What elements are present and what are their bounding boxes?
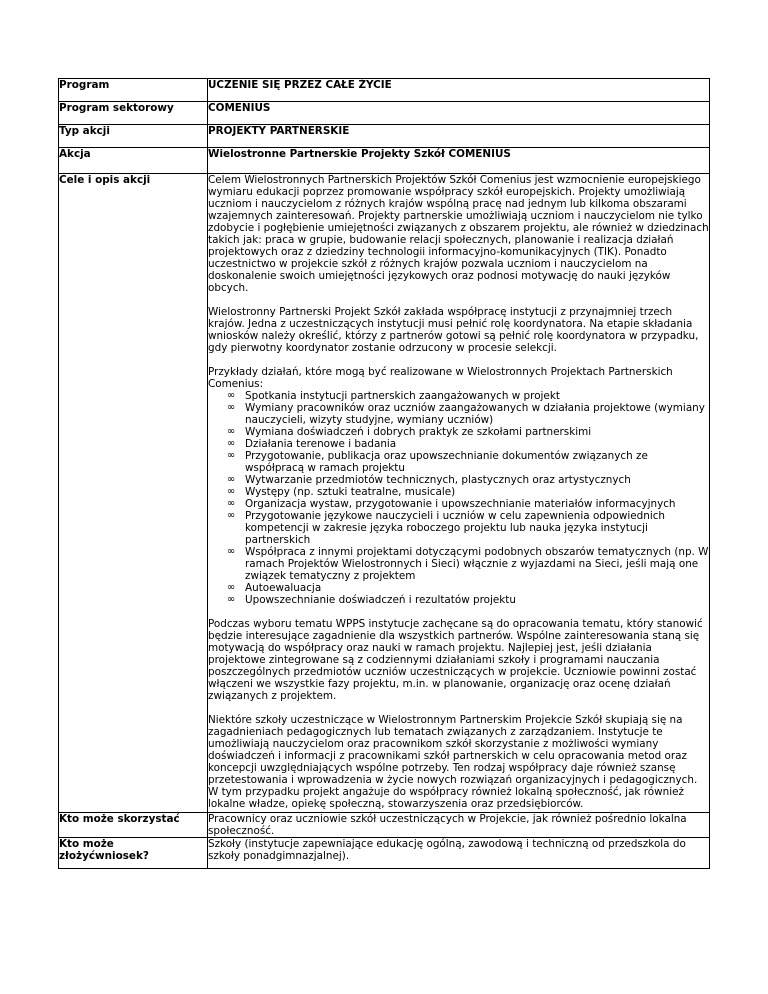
row-value-program: UCZENIE SIĘ PRZEZ CAŁE ŻYCIE bbox=[208, 79, 710, 102]
row-value-action-type: PROJEKTY PARTNERSKIE bbox=[208, 125, 710, 148]
activities-list bbox=[208, 390, 709, 606]
activity-item bbox=[226, 438, 709, 450]
row-value-who-benefits: Pracownicy oraz uczniowie szkół uczestniczących w Projekcie, jak również pośrednio lokalna społeczność. bbox=[208, 813, 710, 838]
activity-item bbox=[226, 486, 709, 498]
goals-paragraph-4: Podczas wyboru tematu WPPS instytucje zachęcane są do opracowania tematu, który stanowić będzie interesujące zagadnienie dla wszystkich partnerów. Wspólne zainteresowania staną się motywacją do współpracy oraz nauki w ramach projektu. Najlepiej jest, jeśli działania projektowe zintegrowane są z codziennymi działaniami szkoły i programami nauczania poszczególnych przedmiotów uczniów uczestniczących w projekcie. Uczniowie powinni zostać włączeni we wszystkie fazy projektu, m.in. w planowanie, organizację oraz ocenę działań związanych z projektem. bbox=[208, 618, 703, 702]
table-row bbox=[59, 79, 710, 102]
activity-item bbox=[226, 474, 709, 486]
bullet-icon: ∞ bbox=[226, 510, 236, 521]
bullet-icon: ∞ bbox=[226, 498, 236, 509]
table-row bbox=[59, 102, 710, 125]
activity-text: Działania terenowe i badania bbox=[245, 438, 397, 450]
goals-paragraph-3 bbox=[208, 366, 709, 390]
activity-text: Autoewaluacja bbox=[245, 582, 322, 594]
table-row bbox=[59, 174, 710, 813]
activity-item bbox=[226, 450, 709, 474]
bullet-icon: ∞ bbox=[226, 402, 236, 413]
activity-item bbox=[226, 390, 709, 402]
goals-paragraph-2: Wielostronny Partnerski Projekt Szkół zakłada współpracę instytucji z przynajmniej trzech krajów. Jedna z uczestniczących instytucji musi pełnić rolę koordynatora. Na etapie składania wniosków należy określić, którzy z partnerów gotowi są pełnić rolę koordynatora w przypadku, gdy pierwotny koordynator zostanie odrzucony w procesie selekcji. bbox=[208, 306, 699, 354]
row-value-action: Wielostronne Partnerskie Projekty Szkół COMENIUS bbox=[208, 148, 710, 174]
table-row bbox=[59, 813, 710, 838]
row-label-action-type: Typ akcji bbox=[59, 125, 208, 148]
bullet-icon: ∞ bbox=[226, 486, 236, 497]
bullet-icon: ∞ bbox=[226, 426, 236, 437]
row-label-who-benefits: Kto może skorzystać bbox=[59, 813, 208, 838]
bullet-icon: ∞ bbox=[226, 450, 236, 461]
activity-text: Wymiany pracowników oraz uczniów zaangażowanych w działania projektowe (wymiany nauczycieli, wizyty studyjne, wymiany uczniów) bbox=[245, 402, 705, 426]
table-row bbox=[59, 125, 710, 148]
activity-text: Wytwarzanie przedmiotów technicznych, plastycznych oraz artystycznych bbox=[245, 474, 631, 486]
activity-item bbox=[226, 594, 709, 606]
activity-item bbox=[226, 546, 709, 582]
activity-item bbox=[226, 402, 709, 426]
goals-paragraph-5: Niektóre szkoły uczestniczące w Wielostronnym Partnerskim Projekcie Szkół skupiają się na zagadnieniach pedagogicznych lub tematach związanych z zarządzaniem. Instytucje te umożliwiają nauczycielom oraz pracownikom szkół skorzystanie z możliwości wymiany doświadczeń i informacji z pracownikami szkół partnerskich w celu opracowania metod oraz koncepcji uwzględniających wspólne potrzeby. Ten rodzaj współpracy daje również szansę przetestowania i wprowadzenia w życie nowych rozwiązań organizacyjnych i pedagogicznych. W tym przypadku projekt angażuje do współpracy również lokalną społeczność, jak również lokalne władze, opiekę społeczną, stowarzyszenia oraz przedsiębiorców. bbox=[208, 714, 698, 810]
row-label-sectoral: Program sektorowy bbox=[59, 102, 208, 125]
activity-text: Przygotowanie językowe nauczycieli i uczniów w celu zapewnienia odpowiednich kompetencji w zakresie języka roboczego projektu lub nauka języka instytucji partnerskich bbox=[245, 510, 665, 546]
activities-intro: Przykłady działań, które mogą być realizowane w Wielostronnych Projektach Partnerskich Comenius: bbox=[208, 366, 673, 390]
row-label-action: Akcja bbox=[59, 148, 208, 174]
bullet-icon: ∞ bbox=[226, 438, 236, 449]
row-value-sectoral: COMENIUS bbox=[208, 102, 710, 125]
bullet-icon: ∞ bbox=[226, 582, 236, 593]
table-row bbox=[59, 838, 710, 869]
activity-text: Upowszechnianie doświadczeń i rezultatów projektu bbox=[245, 594, 516, 606]
bullet-icon: ∞ bbox=[226, 594, 236, 605]
activity-text: Przygotowanie, publikacja oraz upowszechnianie dokumentów związanych ze współpracą w ramach projektu bbox=[245, 450, 648, 474]
goals-paragraph-1: Celem Wielostronnych Partnerskich Projektów Szkół Comenius jest wzmocnienie europejskiego wymiaru edukacji poprzez promowanie współpracy szkół europejskich. Projekty umożliwiają uczniom i nauczycielom z różnych krajów wspólną pracę nad jednym lub kilkoma obszarami wzajemnych zainteresowań. Projekty partnerskie umożliwiają uczniom i nauczycielom nie tylko zdobycie i pogłębienie umiejętności związanych z obszarem projektu, ale również w dziedzinach takich jak: praca w grupie, budowanie relacji społecznych, planowanie i realizacja działań projektowych oraz z dziedziny technologii informacyjno-komunikacyjnych (TIK). Ponadto uczestnictwo w projekcie szkół z różnych krajów pozwala uczniom i nauczycielom na doskonalenie swoich umiejętności językowych oraz podnosi motywację do nauki języków obcych. bbox=[208, 174, 709, 294]
goals-label: Cele i opis akcji bbox=[59, 174, 151, 186]
activity-text: Występy (np. sztuki teatralne, musicale) bbox=[245, 486, 456, 498]
activity-text: Współpraca z innymi projektami dotyczącymi podobnych obszarów tematycznych (np. W ramach Projektów Wielostronnych i Sieci) włącznie z wyjazdami na Sieci, jeśli mają one związek tematyczny z projektem bbox=[245, 546, 709, 582]
row-value-goals bbox=[208, 174, 710, 813]
activity-item bbox=[226, 510, 709, 546]
row-value-who-applies: Szkoły (instytucje zapewniające edukację ogólną, zawodową i techniczną od przedszkola do szkoły ponadgimnazjalnej). bbox=[208, 838, 710, 869]
activity-item bbox=[226, 582, 709, 594]
info-table bbox=[58, 78, 710, 869]
bullet-icon: ∞ bbox=[226, 546, 236, 557]
activity-text: Wymiana doświadczeń i dobrych praktyk ze szkołami partnerskimi bbox=[245, 426, 592, 438]
table-row bbox=[59, 148, 710, 174]
activity-text: Organizacja wystaw, przygotowanie i upowszechnianie materiałów informacyjnych bbox=[245, 498, 676, 510]
row-label-who-applies: Kto może złożyćwniosek? bbox=[59, 838, 208, 869]
bullet-icon: ∞ bbox=[226, 390, 236, 401]
activity-text: Spotkania instytucji partnerskich zaangażowanych w projekt bbox=[245, 390, 560, 402]
bullet-icon: ∞ bbox=[226, 474, 236, 485]
activity-item bbox=[226, 426, 709, 438]
activity-item bbox=[226, 498, 709, 510]
row-label-goals bbox=[59, 174, 208, 813]
row-label-program: Program bbox=[59, 79, 208, 102]
